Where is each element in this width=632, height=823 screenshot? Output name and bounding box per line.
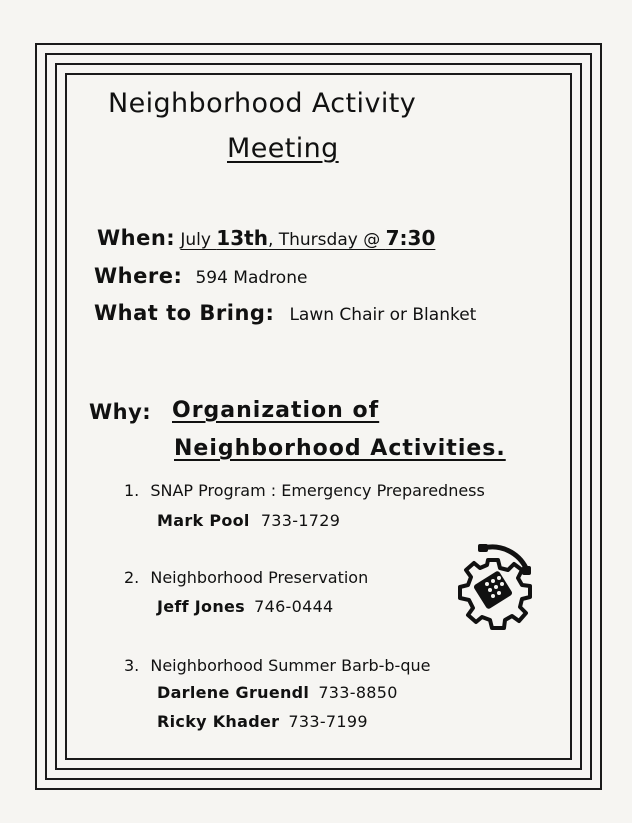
item-number: 3. bbox=[124, 656, 140, 675]
contact-name: Jeff Jones bbox=[157, 597, 246, 616]
why-line-1: Organization of bbox=[172, 398, 380, 423]
why-line-2: Neighborhood Activities. bbox=[174, 436, 506, 461]
contact bbox=[157, 712, 368, 731]
contact-name: Ricky Khader bbox=[157, 712, 280, 731]
when-value: July 13th, Thursday @ 7:30 bbox=[180, 226, 436, 250]
bring-row bbox=[94, 301, 476, 325]
list-item bbox=[124, 568, 368, 587]
contact-phone: 733-1729 bbox=[260, 511, 341, 530]
list-item bbox=[124, 481, 485, 500]
contact bbox=[157, 511, 340, 530]
item-number: 2. bbox=[124, 568, 140, 587]
item-title: Neighborhood Preservation bbox=[150, 568, 369, 587]
contact bbox=[157, 597, 334, 616]
item-number: 1. bbox=[124, 481, 140, 500]
title-line-1: Neighborhood Activity bbox=[108, 88, 417, 119]
contact-phone: 746-0444 bbox=[254, 597, 334, 616]
where-row bbox=[94, 264, 307, 288]
bring-value: Lawn Chair or Blanket bbox=[289, 305, 477, 325]
when-row bbox=[97, 226, 435, 250]
list-item bbox=[124, 656, 430, 675]
telephone-gear-icon bbox=[440, 540, 542, 642]
where-label: Where: bbox=[94, 264, 183, 288]
bring-label: What to Bring: bbox=[94, 301, 275, 325]
contact bbox=[157, 683, 398, 702]
title-line-2: Meeting bbox=[227, 133, 339, 164]
when-label: When: bbox=[97, 226, 176, 250]
item-title: Neighborhood Summer Barb-b-que bbox=[150, 656, 431, 675]
why-label: Why: bbox=[89, 400, 152, 424]
contact-phone: 733-7199 bbox=[288, 712, 368, 731]
item-title: SNAP Program : Emergency Preparedness bbox=[150, 481, 485, 500]
where-value: 594 Madrone bbox=[195, 268, 308, 288]
contact-phone: 733-8850 bbox=[318, 683, 398, 702]
contact-name: Mark Pool bbox=[157, 511, 250, 530]
contact-name: Darlene Gruendl bbox=[157, 683, 310, 702]
